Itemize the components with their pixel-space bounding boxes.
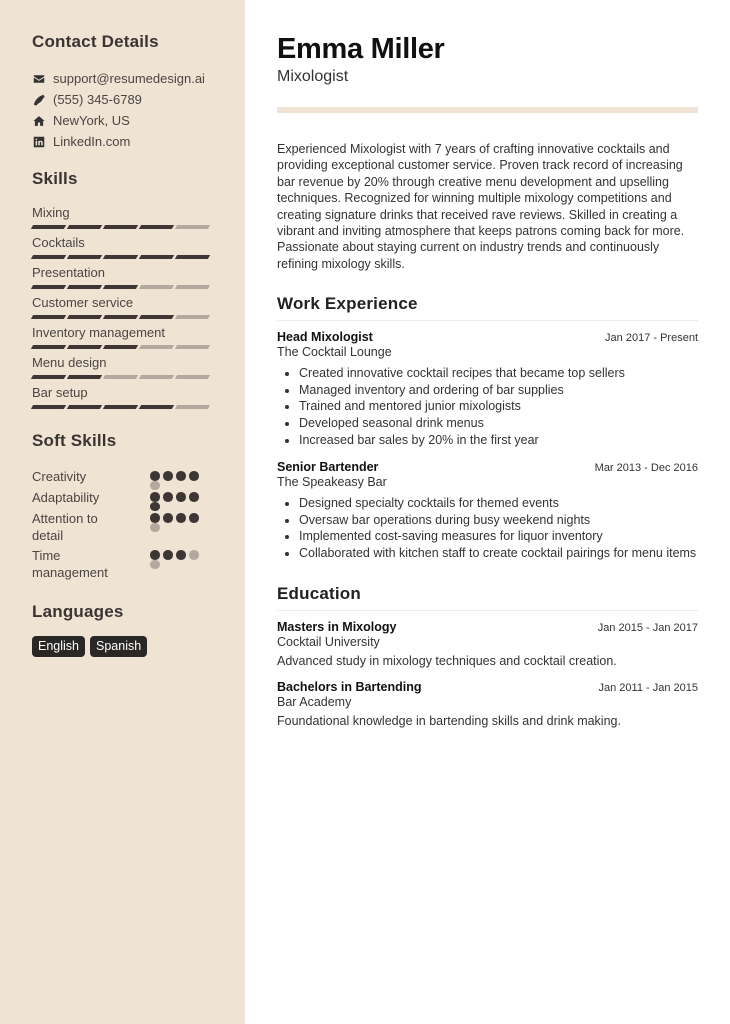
soft-skill-item bbox=[32, 489, 245, 510]
contact-linkedin[interactable] bbox=[32, 131, 245, 152]
skill-level-segment bbox=[175, 375, 210, 379]
candidate-name: Emma Miller bbox=[277, 33, 445, 65]
job-entry bbox=[277, 460, 698, 561]
skill-level-bar bbox=[32, 285, 245, 289]
education-dates: Jan 2011 - Jan 2015 bbox=[598, 681, 698, 694]
skill-level-segment bbox=[67, 315, 102, 319]
skill-level-bar bbox=[32, 255, 245, 259]
skill-level-segment bbox=[139, 345, 174, 349]
rating-dot bbox=[189, 513, 199, 523]
main-content bbox=[277, 32, 698, 728]
envelope-icon bbox=[32, 72, 45, 85]
rating-dot bbox=[150, 471, 160, 481]
skill-level-segment bbox=[67, 345, 102, 349]
skill-name: Mixing bbox=[32, 205, 70, 220]
contact-heading: Contact Details bbox=[32, 32, 159, 51]
job-bullets bbox=[277, 495, 698, 561]
skill-level-segment bbox=[139, 315, 174, 319]
skill-level-segment bbox=[31, 315, 66, 319]
skill-name: Cocktails bbox=[32, 235, 85, 250]
skill-item bbox=[32, 385, 245, 415]
education-dates: Jan 2015 - Jan 2017 bbox=[597, 621, 698, 634]
skill-level-segment bbox=[31, 405, 66, 409]
work-experience-heading: Work Experience bbox=[277, 294, 698, 321]
skill-level-segment bbox=[103, 225, 138, 229]
rating-dot bbox=[150, 560, 160, 570]
rating-dot bbox=[150, 523, 160, 533]
soft-skill-name: Adaptability bbox=[32, 490, 100, 505]
accent-divider bbox=[277, 107, 698, 113]
school: Cocktail University bbox=[277, 634, 380, 649]
job-entry bbox=[277, 330, 698, 448]
skill-level-segment bbox=[139, 255, 174, 259]
skill-level-segment bbox=[139, 405, 174, 409]
soft-skill-item bbox=[32, 510, 245, 547]
skill-level-segment bbox=[31, 225, 66, 229]
skill-level-segment bbox=[139, 285, 174, 289]
rating-dot bbox=[163, 492, 173, 502]
contact-location bbox=[32, 110, 245, 131]
skill-level-segment bbox=[67, 405, 102, 409]
skill-name: Presentation bbox=[32, 265, 105, 280]
rating-dot bbox=[176, 492, 186, 502]
rating-dot bbox=[189, 550, 199, 560]
rating-dot bbox=[176, 550, 186, 560]
contact-linkedin-text: LinkedIn.com bbox=[53, 134, 131, 149]
skill-level-segment bbox=[175, 285, 210, 289]
work-experience-section bbox=[277, 294, 698, 561]
skill-level-segment bbox=[103, 345, 138, 349]
contact-location-text: NewYork, US bbox=[53, 113, 130, 128]
skill-level-segment bbox=[175, 315, 210, 319]
school: Bar Academy bbox=[277, 694, 352, 709]
rating-dot bbox=[163, 550, 173, 560]
skills-section bbox=[32, 169, 245, 415]
contact-phone[interactable] bbox=[32, 89, 245, 110]
skill-item bbox=[32, 325, 245, 355]
education-description: Advanced study in mixology techniques and cocktail creation. bbox=[277, 653, 617, 668]
job-dates: Mar 2013 - Dec 2016 bbox=[594, 462, 698, 475]
job-bullet: • Implemented cost-saving measures for liquor inventory bbox=[299, 528, 698, 545]
job-bullet: • Oversaw bar operations during busy weekend nights bbox=[299, 512, 698, 529]
education-entry bbox=[277, 620, 698, 668]
skill-level-bar bbox=[32, 315, 245, 319]
education-heading: Education bbox=[277, 584, 698, 611]
skill-level-segment bbox=[175, 405, 210, 409]
skill-name: Bar setup bbox=[32, 385, 88, 400]
contact-email[interactable] bbox=[32, 68, 245, 89]
skill-level-segment bbox=[103, 285, 138, 289]
home-icon bbox=[32, 114, 45, 127]
job-bullet: • Managed inventory and ordering of bar supplies bbox=[299, 382, 698, 399]
languages-heading: Languages bbox=[32, 602, 124, 621]
job-title: Mixologist bbox=[277, 68, 349, 85]
skill-item bbox=[32, 295, 245, 325]
soft-skill-rating bbox=[150, 468, 202, 489]
skill-item bbox=[32, 235, 245, 265]
skill-item bbox=[32, 355, 245, 385]
skill-level-segment bbox=[139, 375, 174, 379]
job-role: Head Mixologist bbox=[277, 330, 373, 345]
skill-level-segment bbox=[31, 255, 66, 259]
job-dates: Jan 2017 - Present bbox=[605, 332, 698, 345]
linkedin-icon bbox=[32, 135, 45, 148]
job-bullet: • Created innovative cocktail recipes that became top sellers bbox=[299, 365, 698, 382]
skill-level-segment bbox=[67, 255, 102, 259]
contact-list bbox=[32, 68, 245, 152]
skill-level-segment bbox=[31, 375, 66, 379]
soft-skill-rating bbox=[150, 547, 202, 568]
language-badge: English bbox=[32, 636, 85, 657]
skill-level-bar bbox=[32, 225, 245, 229]
skill-item bbox=[32, 265, 245, 295]
soft-skill-name: Attention to detail bbox=[32, 511, 98, 543]
contact-email-text: support@resumedesign.ai bbox=[53, 71, 205, 86]
job-bullet: • Collaborated with kitchen staff to create cocktail pairings for menu items bbox=[299, 545, 698, 562]
soft-skills-heading: Soft Skills bbox=[32, 431, 117, 450]
skill-level-segment bbox=[31, 345, 66, 349]
soft-skills-section bbox=[32, 431, 245, 584]
job-bullets bbox=[277, 365, 698, 448]
rating-dot bbox=[163, 513, 173, 523]
job-company: The Speakeasy Bar bbox=[277, 475, 387, 490]
contact-phone-text: (555) 345-6789 bbox=[53, 92, 142, 107]
skill-level-segment bbox=[103, 255, 138, 259]
soft-skill-name: Creativity bbox=[32, 469, 87, 484]
job-company: The Cocktail Lounge bbox=[277, 345, 392, 360]
skill-name: Inventory management bbox=[32, 325, 165, 340]
soft-skill-name: Time management bbox=[32, 548, 108, 580]
rating-dot bbox=[189, 492, 199, 502]
language-list bbox=[32, 636, 245, 657]
language-badge: Spanish bbox=[90, 636, 147, 657]
skill-item bbox=[32, 205, 245, 235]
skill-level-bar bbox=[32, 405, 245, 409]
job-bullet: • Increased bar sales by 20% in the first year bbox=[299, 432, 698, 449]
skill-name: Customer service bbox=[32, 295, 134, 310]
soft-skill-rating bbox=[150, 489, 202, 510]
soft-skill-item bbox=[32, 547, 245, 584]
skill-level-segment bbox=[67, 225, 102, 229]
education-description: Foundational knowledge in bartending skills and drink making. bbox=[277, 713, 621, 728]
skill-level-segment bbox=[139, 225, 174, 229]
rating-dot bbox=[150, 550, 160, 560]
skill-level-segment bbox=[103, 405, 138, 409]
job-role: Senior Bartender bbox=[277, 460, 379, 475]
summary: Experienced Mixologist with 7 years of crafting innovative cocktails and providing exceptional customer service. Proven track record of increasing bar revenue by 20% through creative menu development and upselling techniques. Recognized for winning multiple mixology competitions and creating signature drinks that received rave reviews. Skilled in creating a vibrant and inviting atmosphere that keeps patrons coming back for more. Passionate about staying current on industry trends and continuously refining mixology skills. bbox=[277, 142, 685, 271]
skill-level-segment bbox=[175, 345, 210, 349]
skill-list bbox=[32, 205, 245, 415]
skill-level-segment bbox=[67, 285, 102, 289]
job-bullet: • Designed specialty cocktails for themed events bbox=[299, 495, 698, 512]
rating-dot bbox=[189, 471, 199, 481]
rating-dot bbox=[176, 513, 186, 523]
skill-level-segment bbox=[67, 375, 102, 379]
job-bullet: • Developed seasonal drink menus bbox=[299, 415, 698, 432]
rating-dot bbox=[150, 513, 160, 523]
phone-icon bbox=[32, 93, 45, 106]
education-entry bbox=[277, 680, 698, 728]
skill-level-bar bbox=[32, 375, 245, 379]
degree: Masters in Mixology bbox=[277, 619, 397, 634]
education-section bbox=[277, 584, 698, 728]
skill-level-segment bbox=[175, 225, 210, 229]
job-bullet: • Trained and mentored junior mixologists bbox=[299, 398, 698, 415]
contact-section bbox=[32, 32, 245, 152]
languages-section bbox=[32, 602, 245, 657]
skill-name: Menu design bbox=[32, 355, 107, 370]
soft-skill-rating bbox=[150, 510, 202, 531]
rating-dot bbox=[150, 492, 160, 502]
skill-level-segment bbox=[103, 375, 138, 379]
soft-skill-item bbox=[32, 468, 245, 489]
soft-skill-list bbox=[32, 468, 245, 584]
degree: Bachelors in Bartending bbox=[277, 679, 422, 694]
skill-level-segment bbox=[103, 315, 138, 319]
sidebar bbox=[0, 0, 245, 1024]
rating-dot bbox=[163, 471, 173, 481]
skill-level-segment bbox=[31, 285, 66, 289]
rating-dot bbox=[176, 471, 186, 481]
skill-level-segment bbox=[175, 255, 210, 259]
skills-heading: Skills bbox=[32, 169, 78, 188]
skill-level-bar bbox=[32, 345, 245, 349]
